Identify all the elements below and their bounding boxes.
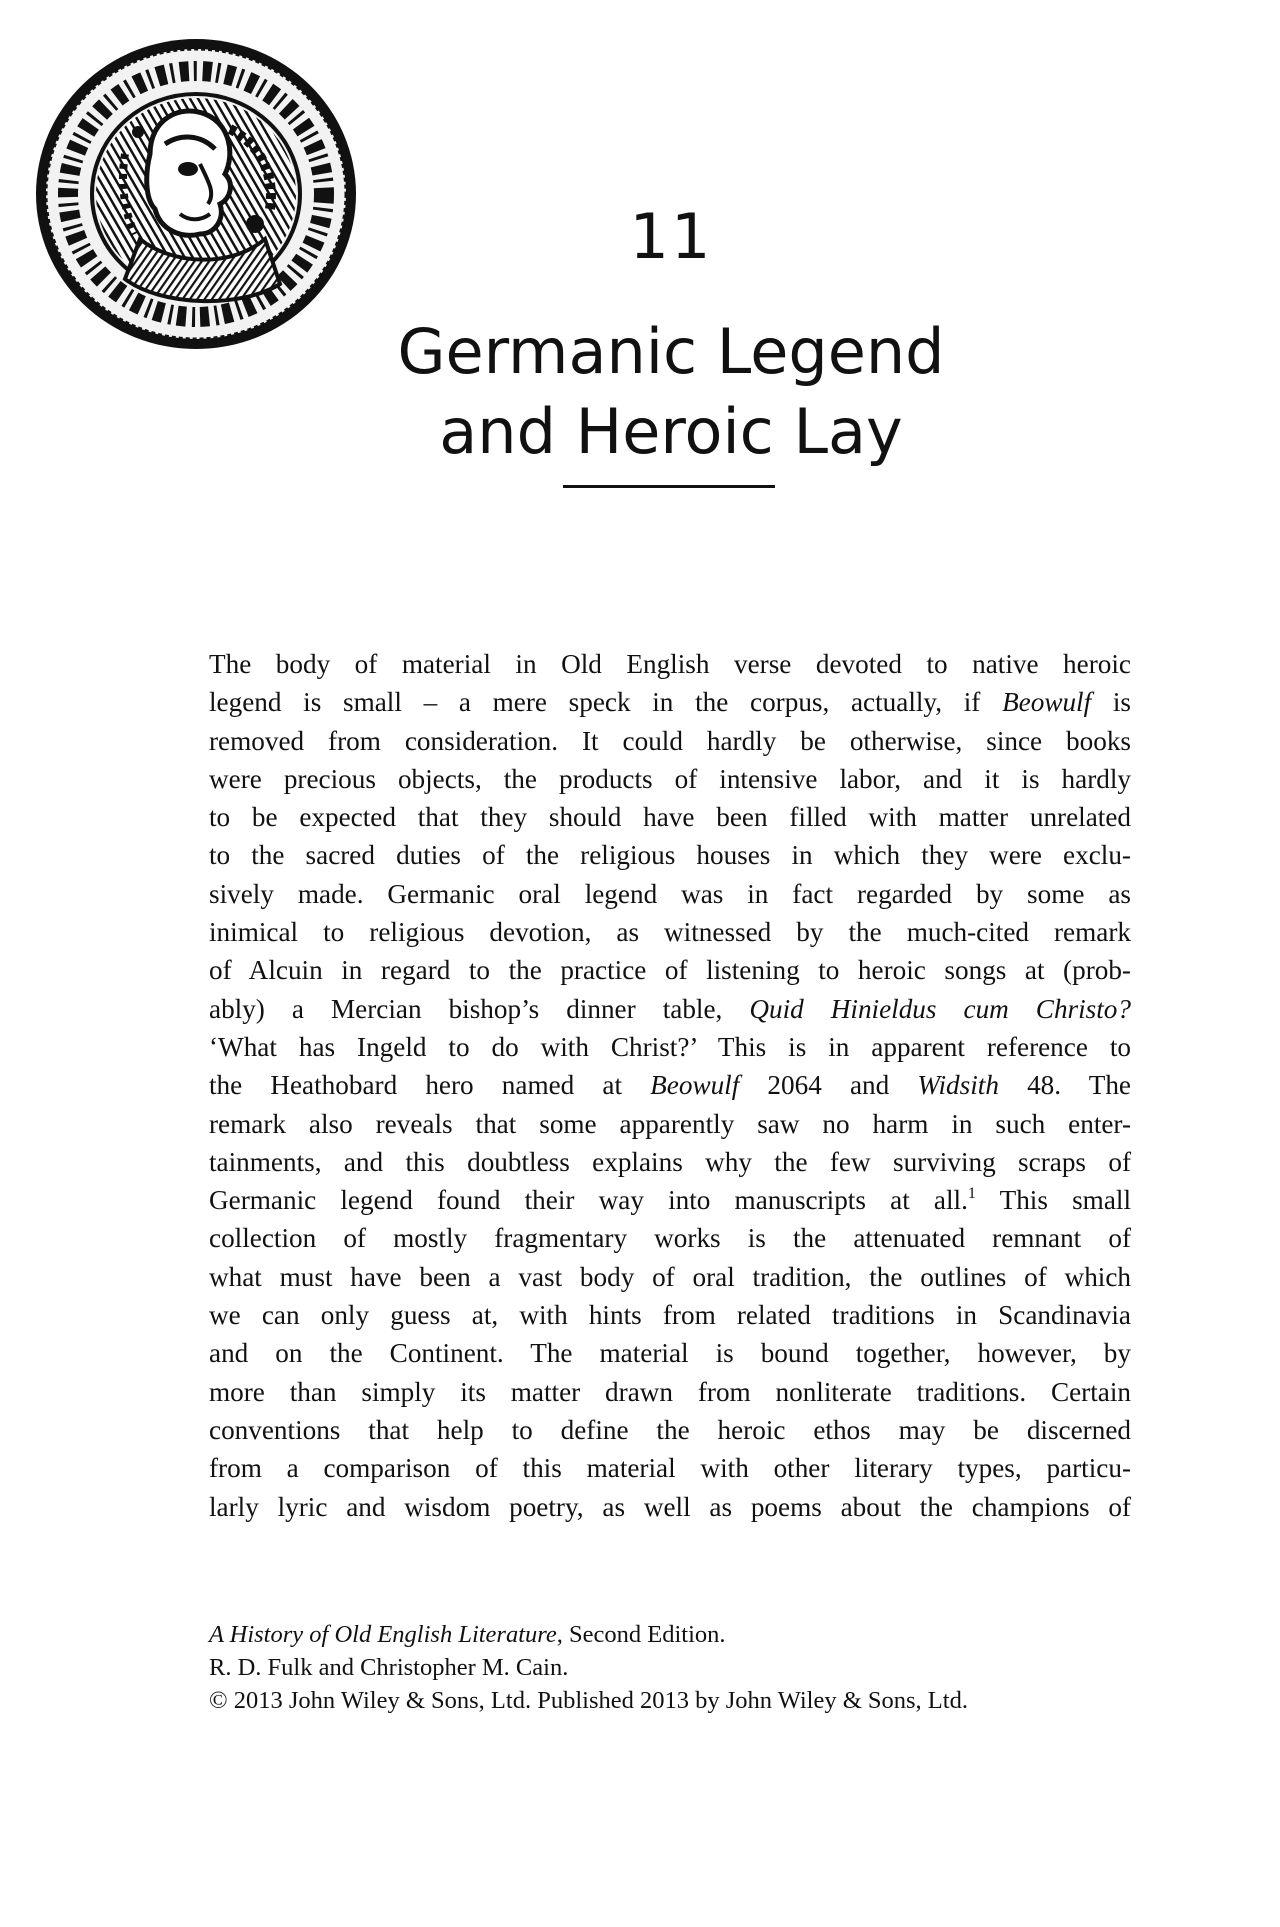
footer-book-line — [209, 1618, 1169, 1651]
italic-title: Widsith — [917, 1070, 999, 1101]
text-line: larly lyric and wisdom poetry, as well as poems about the champions of — [209, 1491, 1131, 1522]
copyright-footer — [209, 1618, 1169, 1717]
book-edition: , Second Edition. — [556, 1621, 726, 1648]
text-line: and on the Continent. The material is bound together, however, by — [209, 1338, 1131, 1369]
text-line: what must have been a vast body of oral tradition, the outlines of which — [209, 1261, 1131, 1292]
text-line: sively made. Germanic oral legend was in fact regarded by some as — [209, 878, 1131, 909]
text-line: remark also reveals that some apparently saw no harm in such enter- — [209, 1108, 1131, 1139]
text-line: from a comparison of this material with other literary types, particu- — [209, 1453, 1131, 1484]
text-line: collection of mostly fragmentary works is the attenuated remnant of — [209, 1223, 1131, 1254]
chapter-number: 11 — [629, 200, 713, 273]
text-line: inimical to religious devotion, as witnessed by the much-cited remark — [209, 917, 1131, 948]
text-line: were precious objects, the products of intensive labor, and it is hardly — [209, 763, 1131, 794]
text-line: of Alcuin in regard to the practice of listening to heroic songs at (prob- — [209, 955, 1131, 986]
text-line: ably) a Mercian bishop’s dinner table, Quid Hinieldus cum Christo? — [209, 993, 1131, 1024]
text-line: tainments, and this doubtless explains why the few surviving scraps of — [209, 1146, 1131, 1177]
text-line: the Heathobard hero named at Beowulf 2064 and Widsith 48. The — [209, 1070, 1131, 1101]
coin-illustration-icon — [30, 34, 362, 354]
italic-title: Beowulf — [1002, 687, 1092, 718]
italic-quote: Quid Hinieldus cum Christo? — [749, 993, 1131, 1024]
text-line: The body of material in Old English verse devoted to native heroic — [209, 649, 1131, 679]
text-line: ‘What has Ingeld to do with Christ?’ This is in apparent reference to — [209, 1031, 1131, 1062]
text-line: more than simply its matter drawn from nonliterate traditions. Certain — [209, 1376, 1131, 1407]
body-paragraph — [209, 645, 1131, 1526]
book-title: A History of Old English Literature — [209, 1621, 557, 1648]
title-underline-rule — [563, 485, 775, 488]
text-line: conventions that help to define the heroic ethos may be discerned — [209, 1414, 1131, 1445]
chapter-title-line-2: and Heroic Lay — [439, 395, 903, 468]
chapter-title-line-1: Germanic Legend — [397, 315, 945, 388]
footnote-marker[interactable]: 1 — [967, 1185, 976, 1203]
text-line: we can only guess at, with hints from related traditions in Scandinavia — [209, 1300, 1131, 1331]
footer-copyright: © 2013 John Wiley & Sons, Ltd. Published 2013 by John Wiley & Sons, Ltd. — [209, 1687, 968, 1714]
italic-title: Beowulf — [650, 1070, 740, 1101]
text-line: to the sacred duties of the religious houses in which they were exclu- — [209, 840, 1131, 871]
text-line: legend is small – a mere speck in the corpus, actually, if Beowulf is — [209, 687, 1131, 718]
chapter-title — [0, 312, 1280, 472]
text-line: to be expected that they should have been filled with matter unrelated — [209, 802, 1131, 833]
text-line: removed from consideration. It could hardly be otherwise, since books — [209, 725, 1131, 756]
footer-authors: R. D. Fulk and Christopher M. Cain. — [209, 1654, 569, 1681]
text-line: Germanic legend found their way into manuscripts at all.$^1$ This small — [209, 1185, 1132, 1216]
